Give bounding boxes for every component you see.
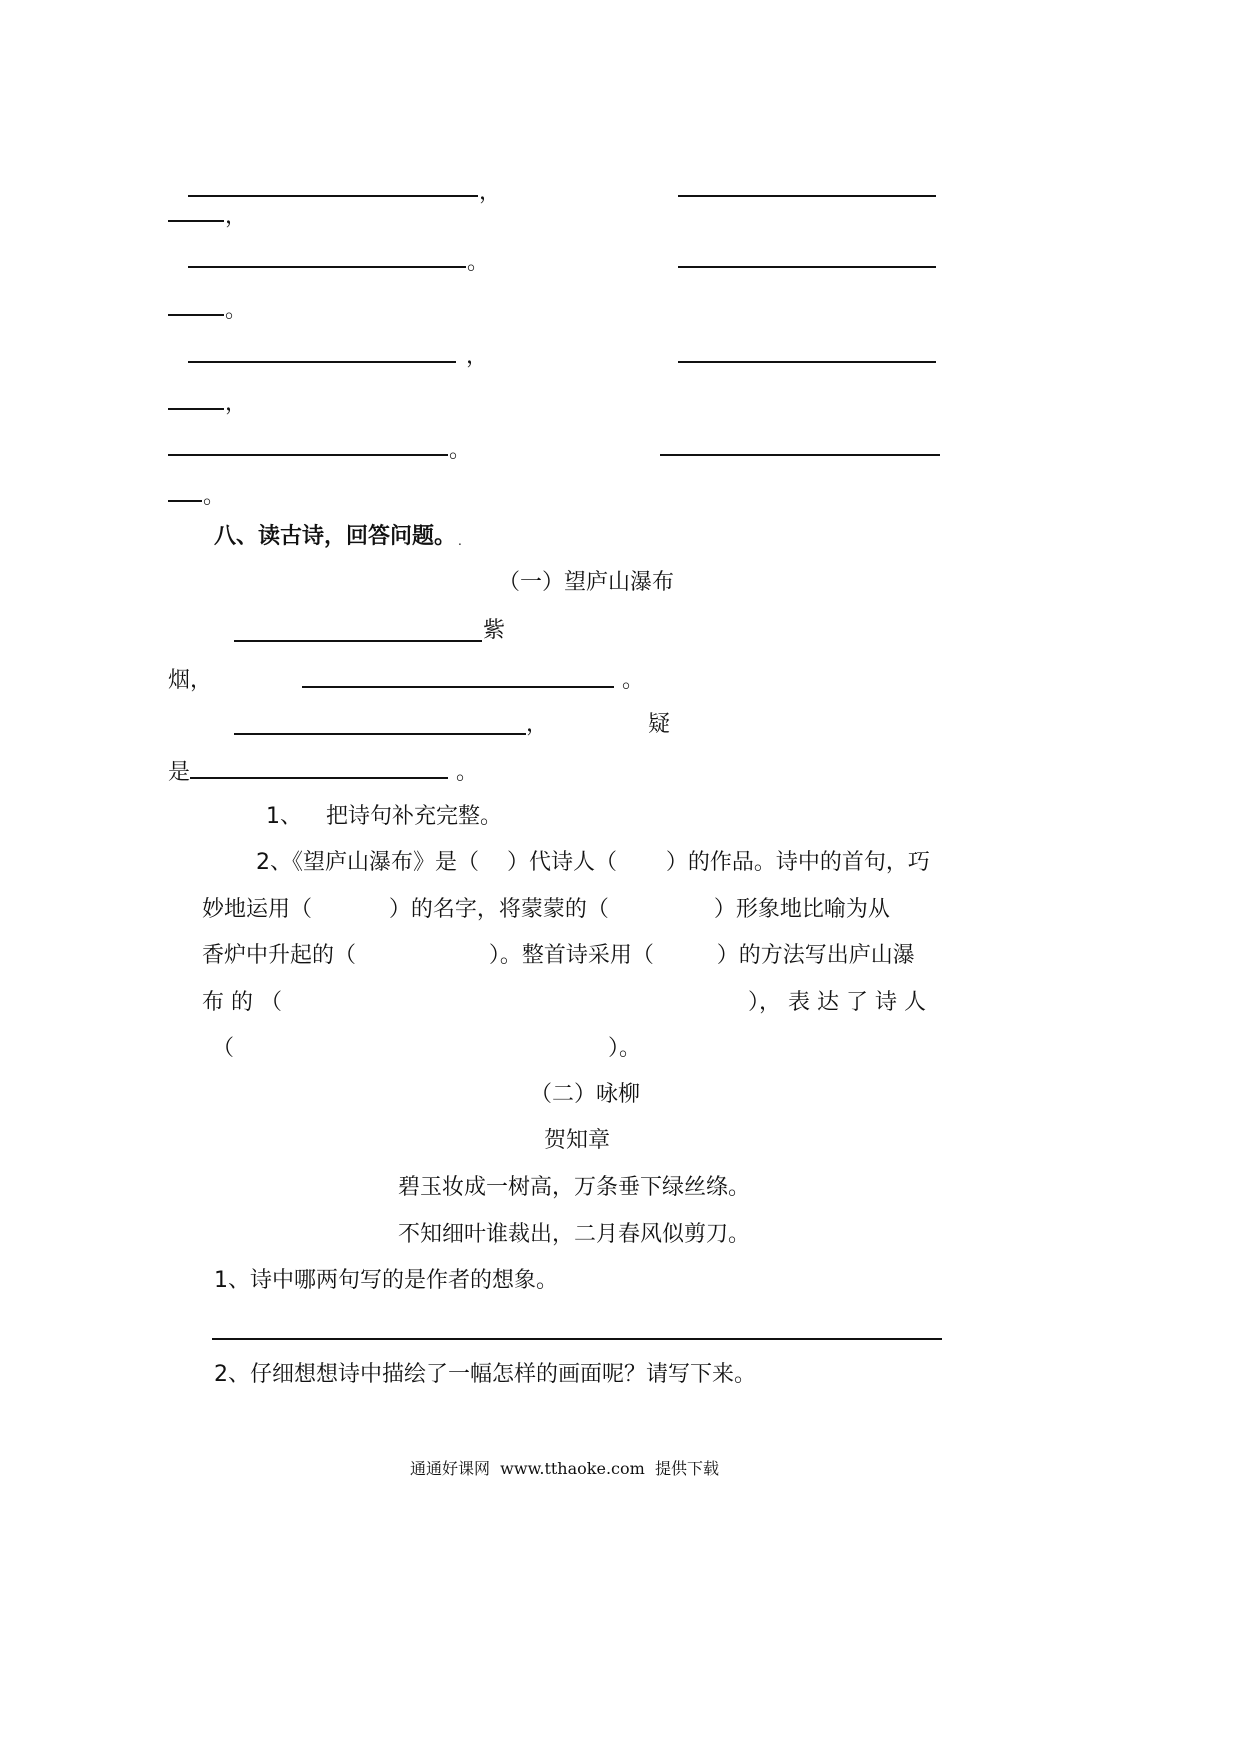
blank-line[interactable] (190, 777, 448, 779)
punctuation: ， (526, 712, 549, 737)
question-text: ）， 表 达 了 诗 人 (748, 990, 926, 1015)
poem-line-text: 烟， (168, 668, 213, 693)
question-text: 2、《望庐山瀑布》是（ ）代诗人（ ）的作品。诗中的首句，巧 (256, 850, 930, 875)
poem-title: （二）咏柳 (530, 1082, 641, 1107)
blank-line[interactable] (234, 640, 482, 642)
punctuation: 。 (467, 250, 490, 275)
poem-title: （一）望庐山瀑布 (498, 570, 675, 595)
blank-line[interactable] (168, 454, 448, 456)
punctuation: 。 (622, 668, 645, 693)
punctuation: ， (225, 391, 248, 416)
blank-line[interactable] (678, 361, 936, 363)
page-footer: 通通好课网 www.tthaoke.com 提供下载 (410, 1459, 719, 1478)
blank-line[interactable] (678, 266, 936, 268)
blank-line[interactable] (168, 500, 202, 502)
answer-line[interactable] (212, 1338, 942, 1340)
section-title: 八、读古诗，回答问题。 (214, 524, 457, 549)
blank-line[interactable] (660, 454, 940, 456)
poem-author: 贺知章 (544, 1128, 611, 1153)
blank-line[interactable] (302, 686, 614, 688)
punctuation: 。 (225, 298, 248, 323)
question-text: 1、诗中哪两句写的是作者的想象。 (214, 1268, 558, 1293)
blank-line[interactable] (188, 361, 456, 363)
question-text: （ (212, 1036, 235, 1061)
punctuation: 。 (449, 438, 472, 463)
punctuation: ， (479, 180, 502, 205)
blank-line[interactable] (168, 408, 224, 410)
question-text: 妙地运用（ ）的名字，将蒙蒙的（ ）形象地比喻为从 (202, 897, 890, 922)
question-text: ）。 (608, 1036, 642, 1061)
blank-line[interactable] (168, 314, 224, 316)
poem-line: 不知细叶谁裁出，二月春风似剪刀。 (398, 1222, 751, 1247)
punctuation: ， (466, 344, 489, 369)
blank-line[interactable] (678, 195, 936, 197)
question-number: 1、 (266, 804, 302, 829)
question-text: 把诗句补充完整。 (326, 804, 503, 829)
question-text: 布 的 （ (202, 990, 282, 1015)
poem-line-text: 是 (168, 760, 191, 785)
blank-line[interactable] (188, 266, 466, 268)
punctuation: 。 (456, 760, 479, 785)
poem-line-text: 疑 (648, 712, 671, 737)
question-text: 香炉中升起的（ ）。整首诗采用（ ）的方法写出庐山瀑 (202, 943, 915, 968)
blank-line[interactable] (188, 195, 478, 197)
punctuation: 。 (203, 484, 226, 509)
blank-line[interactable] (234, 733, 526, 735)
poem-line: 碧玉妆成一树高，万条垂下绿丝绦。 (398, 1175, 751, 1200)
poem-line-text: 紫 (483, 618, 506, 643)
stray-mark: . (458, 534, 462, 548)
question-text: 2、仔细想想诗中描绘了一幅怎样的画面呢？请写下来。 (214, 1362, 756, 1387)
punctuation: ， (225, 204, 248, 229)
blank-line[interactable] (168, 220, 224, 222)
